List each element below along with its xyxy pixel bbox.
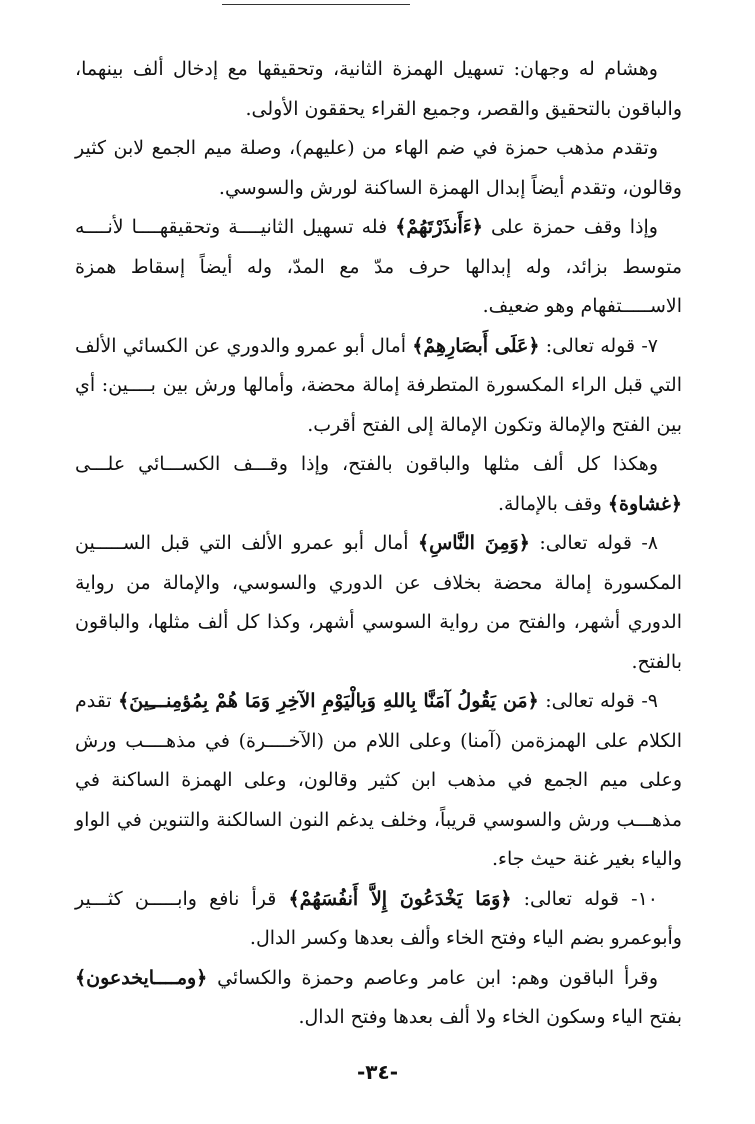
text-run: ٧- قوله تعالى: <box>539 334 658 357</box>
page-number: -٣٤- <box>356 1060 399 1084</box>
quran-citation: ﴿وَمِنَ النَّاسِ﴾ <box>417 532 530 554</box>
text-run: ١٠- قوله تعالى: <box>511 887 658 910</box>
quran-citation: ﴿وَمَا يَخْدَعُونَ إِلاَّ أَنفُسَهُمْ﴾ <box>288 887 512 910</box>
quran-citation: ﴿ءَأَنذَرْتَهُمْ﴾ <box>395 216 483 238</box>
text-run: وهشام له وجهان: تسهيل الهمزة الثانية، وتحقيقها مع إدخال ألف بينهما، والباقون بالتحقيق والقصر، وجميع القراء يحققون الأولى. <box>75 58 682 120</box>
paragraph <box>75 524 682 682</box>
paragraph <box>75 959 682 1038</box>
text-run: وهكذا كل ألف مثلها والباقون بالفتح، وإذا وقـــف الكســـائي علـــى <box>75 453 658 475</box>
text-run: تقدم الكلام على الهمزةمن (آمنا) وعلى اللام من (الآخــــرة) في مذهــــب ورش وعلى ميم الجمع في مذهب ابن كثير وقالون، وعلى الهمزة الساكنة في مذهـــب ورش والسوسي قريباً، وخلف يدغم النون السالكنة والتنوين في الواو والياء بغير غنة حيث جاء. <box>75 690 682 870</box>
text-run: وتقدم مذهب حمزة في ضم الهاء من (عليهم)، وصلة ميم الجمع لابن كثير وقالون، وتقدم أيضاً إبدال الهمزة الساكنة لورش والسوسي. <box>75 137 682 199</box>
text-run: أمال أبو عمرو والدوري عن الكسائي الألف التي قبل الراء المكسورة المتطرفة إمالة محضة، وأمالها ورش بين بــــين: أي بين الفتح والإمالة وتكون الإمالة إلى الفتح أقرب. <box>75 334 682 436</box>
quran-citation: ﴿غشاوة﴾ <box>607 492 682 515</box>
text-run: وقرأ الباقون وهم: ابن عامر وعاصم وحمزة والكسائي <box>207 966 658 989</box>
paragraph <box>75 682 682 880</box>
text-run: قرأ نافع وابـــــن كثـــير وأبوعمرو بضم الياء وفتح الخاء وألف بعدها وكسر الدال. <box>75 887 682 949</box>
text-run: وقف بالإمالة. <box>498 492 608 515</box>
paragraph <box>75 880 682 959</box>
text-run: فله تسهيل الثانيــــة وتحقيقهــــا لأنــــه متوسط بزائد، وله إبدالها حرف مدّ مع المدّ، وله أيضاً إسقاط همزة الاســـــتفهام وهو ضعيف. <box>75 216 682 317</box>
text-run: أمال أبو عمرو الألف التي قبل الســـــين المكسورة إمالة محضة بخلاف عن الدوري والسوسي، والإمالة من رواية الدوري أشهر، والفتح من رواية السوسي أشهر، وكذا كل ألف مثلها، والباقون بالفتح. <box>75 532 682 673</box>
text-run: وإذا وقف حمزة على <box>482 216 658 238</box>
paragraph <box>75 50 682 129</box>
text-run: ٨- قوله تعالى: <box>529 532 658 554</box>
text-run: ٩- قوله تعالى: <box>538 690 658 712</box>
quran-citation: ﴿مَن يَقُولُ آمَنَّا بِاللهِ وَبِالْيَوْمِ الآخِرِ وَمَا هُمْ بِمُؤمِنـــِينَ﴾ <box>118 690 539 712</box>
top-rule <box>222 4 410 5</box>
paragraph <box>75 129 682 208</box>
paragraph <box>75 445 682 524</box>
paragraph <box>75 208 682 327</box>
quran-citation: ﴿عَلَى أَبصَارِهِمْ﴾ <box>412 334 540 357</box>
quran-citation: ﴿ومــــايخدعون﴾ <box>75 966 208 989</box>
page-body <box>75 50 682 1038</box>
text-run: بفتح الياء وسكون الخاء ولا ألف بعدها وفتح الدال. <box>298 1006 682 1028</box>
paragraph <box>75 327 682 446</box>
